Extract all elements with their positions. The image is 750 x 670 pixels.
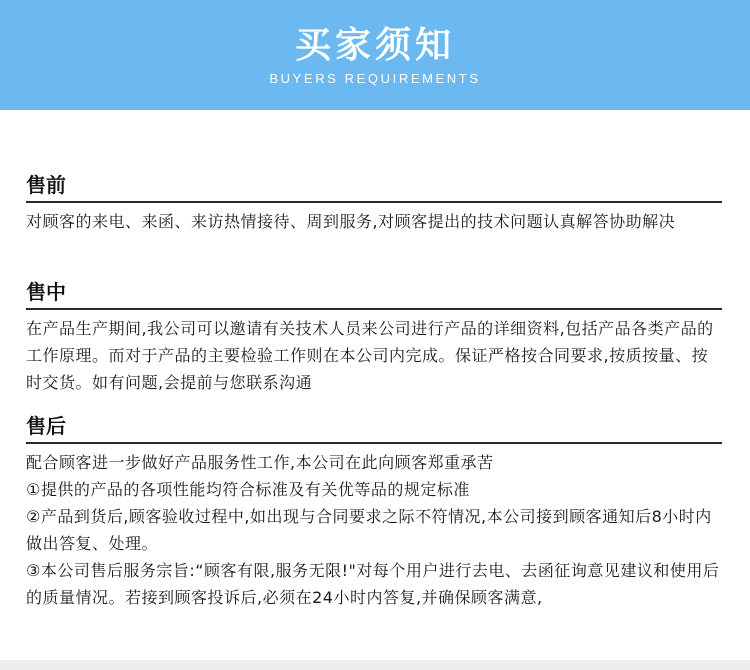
page-subtitle: BUYERS REQUIREMENTS <box>269 71 481 86</box>
section-in-sale <box>26 279 722 396</box>
section-heading-in-sale: 售中 <box>26 279 722 310</box>
paragraph: ①提供的产品的各项性能均符合标准及有关优等品的规定标准 <box>26 480 470 499</box>
paragraph: ②产品到货后,顾客验收过程中,如出现与合同要求之际不符情况,本公司接到顾客通知后8小时内做出答复、处理。 <box>26 507 712 553</box>
paragraph: 配合顾客进一步做好产品服务性工作,本公司在此向顾客郑重承苦 <box>26 453 494 472</box>
section-pre-sale <box>26 172 722 235</box>
paragraph: 对顾客的来电、来函、来访热情接待、周到服务,对顾客提出的技术问题认真解答协助解决 <box>26 212 676 231</box>
section-body-pre-sale <box>26 208 722 235</box>
header-banner <box>0 0 750 110</box>
paragraph: ③本公司售后服务宗旨:“顾客有限,服务无限!"对每个用户进行去电、去函征询意见建议和使用后的质量情况。若接到顾客投诉后,必须在24小时内答复,并确保顾客满意, <box>26 561 720 607</box>
paragraph: 在产品生产期间,我公司可以邀请有关技术人员来公司进行产品的详细资料,包括产品各类产品的工作原理。而对于产品的主要检验工作则在本公司内完成。保证严格按合同要求,按质按量、按时交货。如有问题,会提前与您联系沟通 <box>26 319 714 392</box>
footer-divider <box>0 660 750 670</box>
page-title: 买家须知 <box>294 25 455 66</box>
section-after-sale <box>26 413 722 611</box>
section-body-after-sale <box>26 449 722 611</box>
section-body-in-sale <box>26 315 722 396</box>
section-heading-pre-sale: 售前 <box>26 172 722 203</box>
section-heading-after-sale: 售后 <box>26 413 722 444</box>
